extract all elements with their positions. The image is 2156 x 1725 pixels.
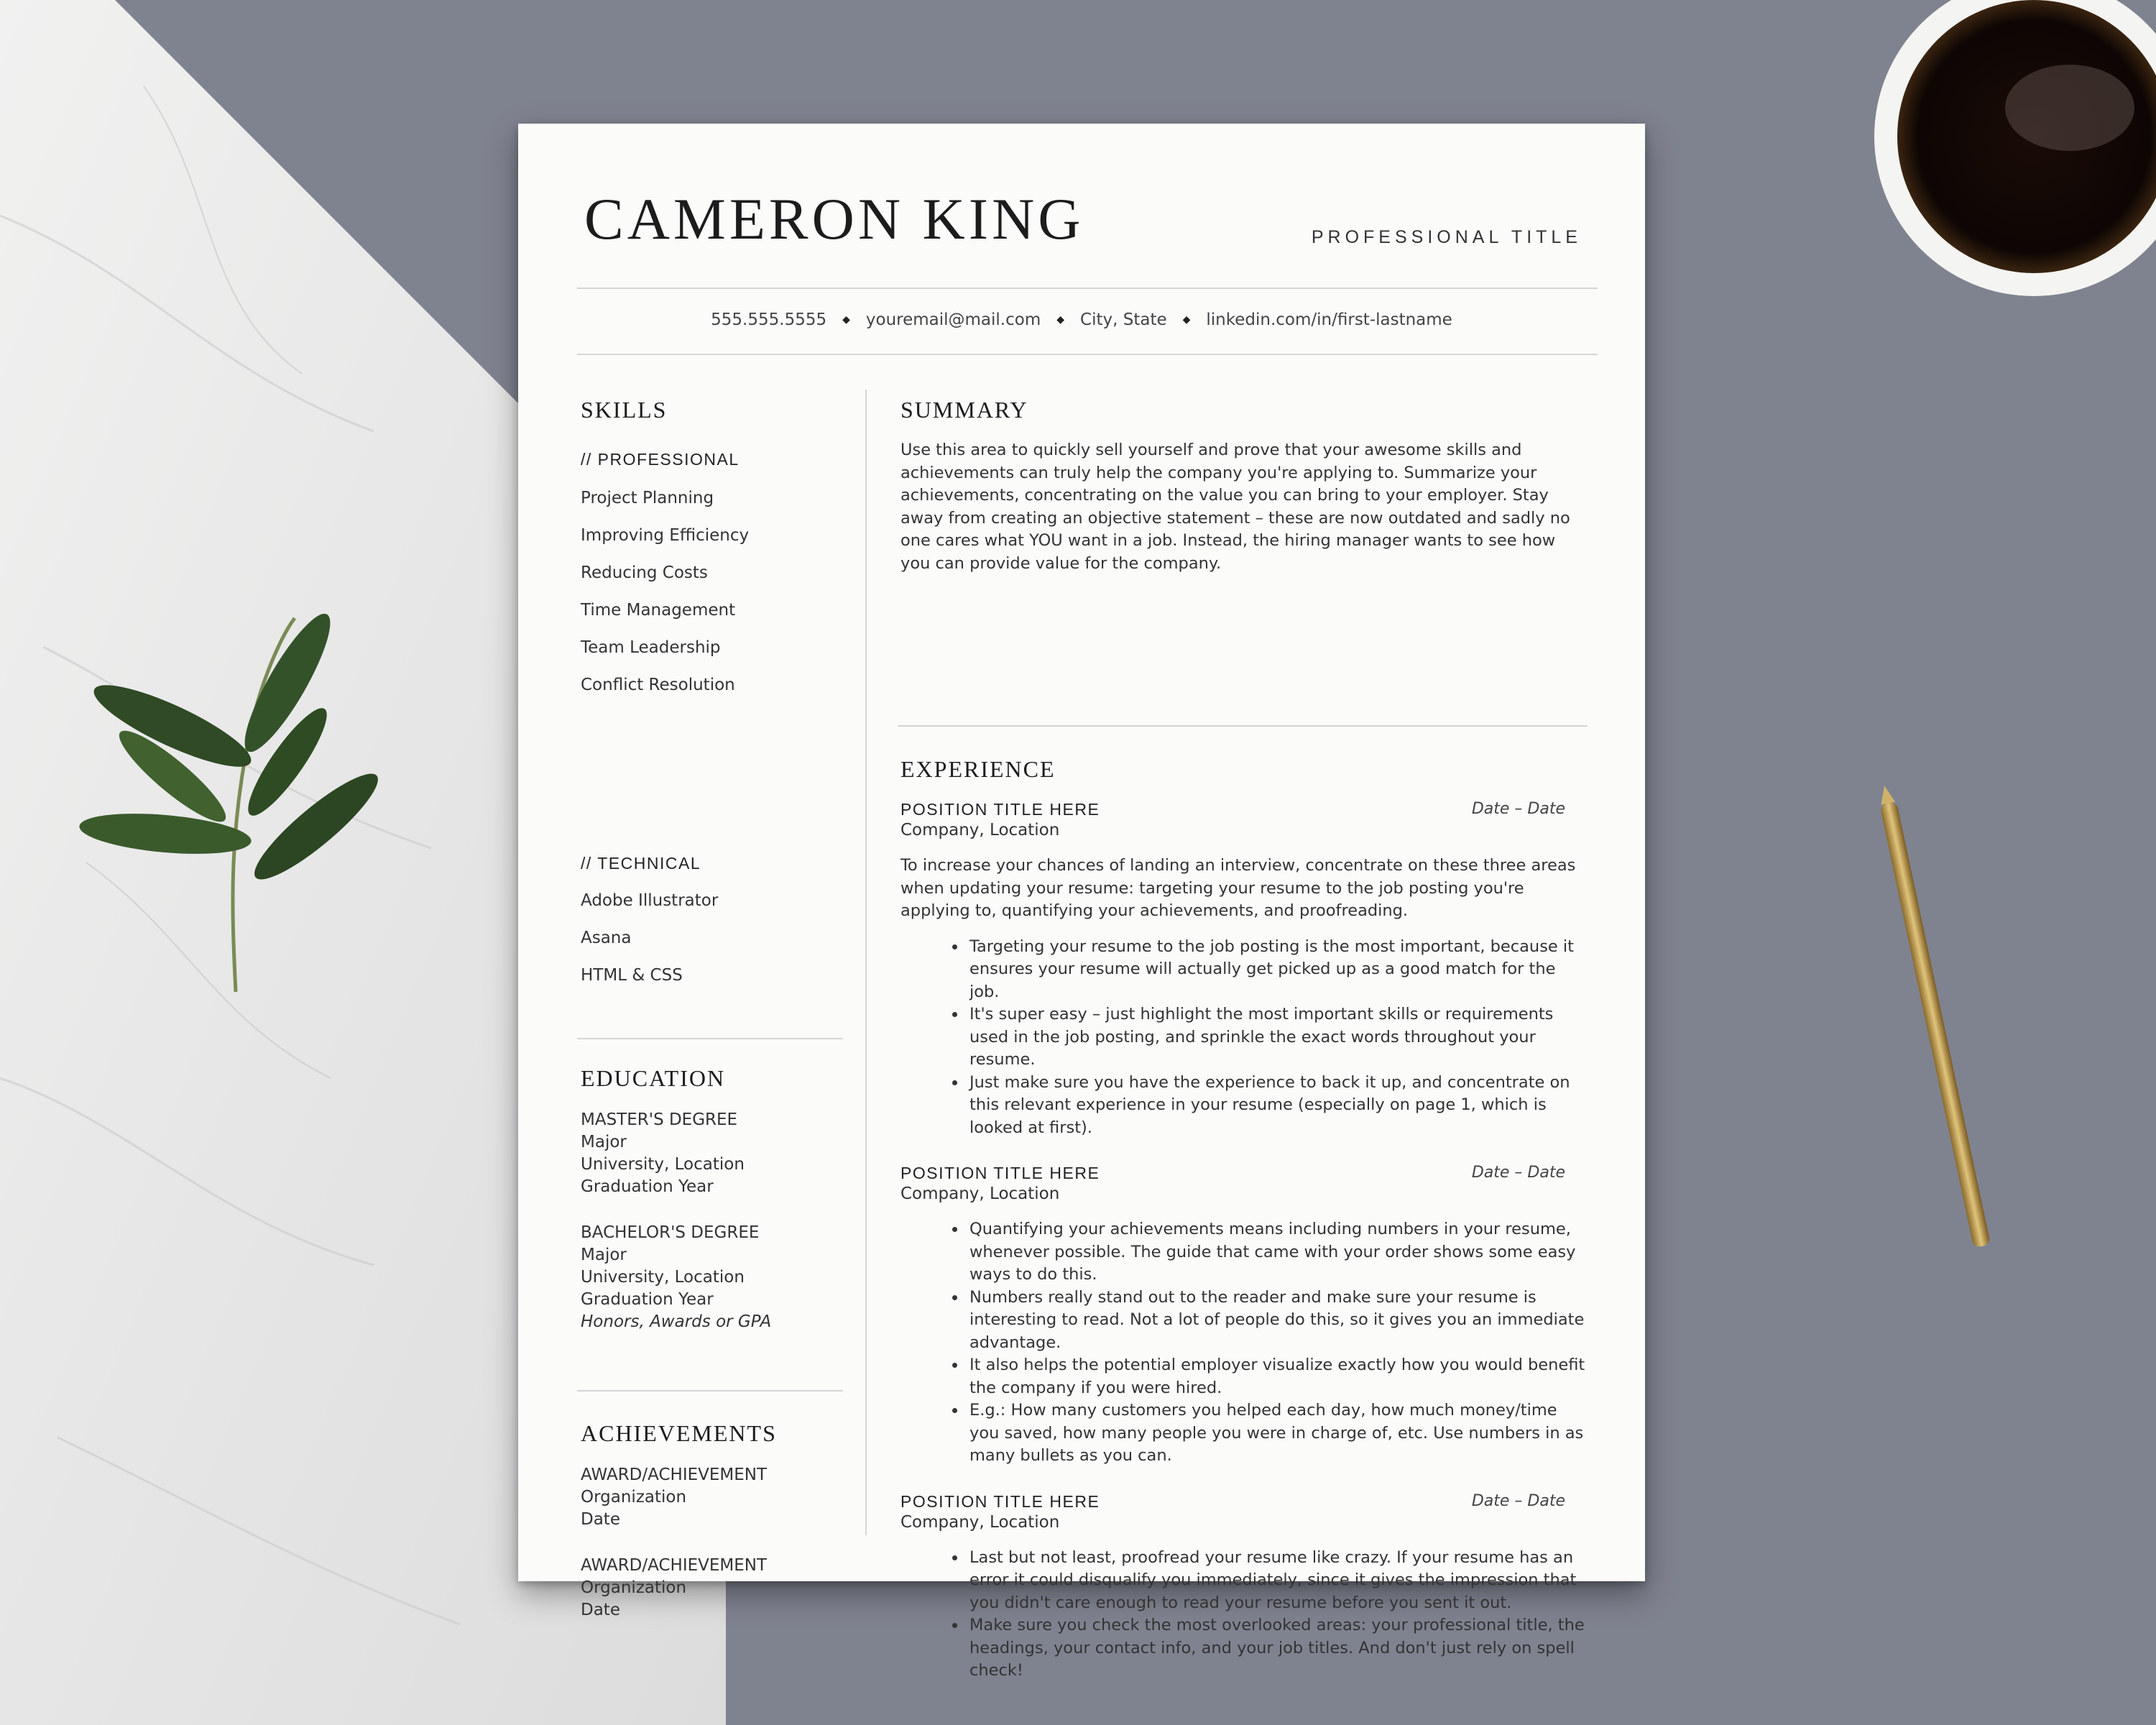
list-item: • Make sure you check the most overlooked areas: your professional title, the headings, your contact info, and your job titles. And don't just rely on spell check! xyxy=(967,1614,1590,1683)
contact-email: youremail@mail.com xyxy=(865,310,1041,329)
job-intro: To increase your chances of landing an interview, concentrate on these three areas when updating your resume: targeting your resume to the job posting you're applying to, quantifying your achievements, and proofreading. xyxy=(900,856,1576,920)
graduation-year: Graduation Year xyxy=(581,1177,714,1196)
achievement-entry xyxy=(581,1464,854,1531)
major: Major xyxy=(581,1133,627,1151)
summary-divider xyxy=(898,725,1588,727)
achievements-heading: ACHIEVEMENTS xyxy=(581,1420,777,1446)
education-heading: EDUCATION xyxy=(581,1065,726,1091)
experience-heading: EXPERIENCE xyxy=(900,756,1056,782)
coffee-cup xyxy=(1874,0,2156,296)
diamond-separator-icon: ◆ xyxy=(842,314,850,326)
job-date: Date – Date xyxy=(1471,1491,1565,1510)
list-item: • Just make sure you have the experience to back it up, and concentrate on this relevant experience in your resume (especially on page 1, which is looked at first). xyxy=(967,1072,1590,1140)
achievement-title: AWARD/ACHIEVEMENT xyxy=(581,1556,768,1575)
job-entry xyxy=(900,800,1590,1139)
list-item: Team Leadership xyxy=(581,638,721,657)
left-divider-1 xyxy=(577,1038,843,1039)
list-item: • Last but not least, proofread your resume like crazy. If your resume has an error it could disqualify you immediately, since it gives the impression that you didn't care enough to read your resume before you sent it out. xyxy=(967,1547,1590,1615)
summary-text: Use this area to quickly sell yourself and prove that your awesome skills and achievements can truly help the company you're applying to. Summarize your achievements, concentrating on the value you can bring to your employer. Stay away from creating an objective statement – these are now outdated and sadly no one cares what YOU want in a job. Instead, the hiring manager wants to see how you can provide value for the company. xyxy=(900,441,1570,573)
major: Major xyxy=(581,1246,627,1264)
achievement-entry xyxy=(581,1555,854,1622)
resume-sheet xyxy=(518,124,1645,1680)
experience-section xyxy=(900,756,1590,1683)
education-section xyxy=(581,1065,854,1333)
job-company: Company, Location xyxy=(900,821,1060,840)
list-item: Conflict Resolution xyxy=(581,676,735,694)
skills-professional-label: // PROFESSIONAL xyxy=(581,450,740,469)
job-bullets xyxy=(900,1218,1590,1468)
list-item: • It also helps the potential employer visualize exactly how you would benefit the company if you were hired. xyxy=(967,1354,1590,1399)
right-column xyxy=(900,397,1590,1680)
skills-technical-label: // TECHNICAL xyxy=(581,854,701,873)
achievement-title: AWARD/ACHIEVEMENT xyxy=(581,1466,768,1484)
diamond-separator-icon: ◆ xyxy=(1056,314,1065,326)
left-divider-2 xyxy=(577,1390,843,1392)
job-title: POSITION TITLE HERE xyxy=(900,800,1100,819)
job-bullets xyxy=(900,936,1590,1140)
school: University, Location xyxy=(581,1155,745,1174)
achievement-org: Organization xyxy=(581,1578,687,1597)
skills-heading: SKILLS xyxy=(581,397,668,423)
list-item: • It's super easy – just highlight the most important skills or requirements used in the job posting, and sprinkle the exact words throughout your resume. xyxy=(967,1003,1590,1072)
education-entry xyxy=(581,1109,854,1198)
job-bullets xyxy=(900,1547,1590,1683)
professional-title: PROFESSIONAL TITLE xyxy=(1311,227,1582,247)
diamond-separator-icon: ◆ xyxy=(1182,314,1191,326)
job-company: Company, Location xyxy=(900,1184,1060,1203)
job-date: Date – Date xyxy=(1471,1164,1565,1182)
contact-phone: 555.555.5555 xyxy=(711,310,827,329)
list-item: • Numbers really stand out to the reader and make sure your resume is interesting to read. Not a lot of people do this, so it gives you an immediate advantage. xyxy=(967,1287,1590,1355)
job-date: Date – Date xyxy=(1471,800,1565,818)
degree: MASTER'S DEGREE xyxy=(581,1110,738,1129)
achievement-date: Date xyxy=(581,1601,620,1619)
contact-line xyxy=(518,310,1645,329)
header-divider-top xyxy=(577,288,1598,289)
achievement-date: Date xyxy=(581,1510,620,1529)
list-item: Project Planning xyxy=(581,489,714,507)
list-item: Improving Efficiency xyxy=(581,526,750,545)
contact-location: City, State xyxy=(1080,310,1167,329)
school: University, Location xyxy=(581,1268,745,1287)
job-title: POSITION TITLE HERE xyxy=(900,1164,1100,1182)
list-item: Adobe Illustrator xyxy=(581,891,719,910)
degree: BACHELOR'S DEGREE xyxy=(581,1223,760,1242)
list-item: HTML & CSS xyxy=(581,966,683,985)
summary-heading: SUMMARY xyxy=(900,397,1028,423)
candidate-name: CAMERON KING xyxy=(584,186,1084,252)
education-entry xyxy=(581,1222,854,1333)
list-item: • Quantifying your achievements means including numbers in your resume, whenever possible. The guide that came with your order shows some easy ways to do this. xyxy=(967,1218,1590,1287)
achievement-org: Organization xyxy=(581,1488,687,1506)
graduation-year: Graduation Year xyxy=(581,1290,714,1309)
achievements-section xyxy=(581,1420,854,1622)
list-item: Asana xyxy=(581,929,632,947)
list-item: • E.g.: How many customers you helped each day, how much money/time you saved, how many people you were in charge of, etc. Use numbers in as many bullets as you can. xyxy=(967,1399,1590,1468)
list-item: Reducing Costs xyxy=(581,564,708,582)
summary-section xyxy=(900,397,1590,575)
job-title: POSITION TITLE HERE xyxy=(900,1491,1100,1511)
contact-linkedin: linkedin.com/in/first-lastname xyxy=(1206,310,1452,329)
job-entry xyxy=(900,1164,1590,1468)
professional-skills-list xyxy=(581,487,854,712)
job-company: Company, Location xyxy=(900,1512,1060,1532)
gold-pen xyxy=(1876,784,1991,1248)
column-divider xyxy=(865,390,867,1535)
list-item: • Targeting your resume to the job posting is the most important, because it ensures your resume will actually get picked up as a good match for the job. xyxy=(967,936,1590,1004)
header-divider-bottom xyxy=(577,354,1598,355)
job-entry xyxy=(900,1492,1590,1683)
technical-skills-list xyxy=(581,890,854,1002)
list-item: Time Management xyxy=(581,601,736,620)
honors: Honors, Awards or GPA xyxy=(581,1312,772,1331)
